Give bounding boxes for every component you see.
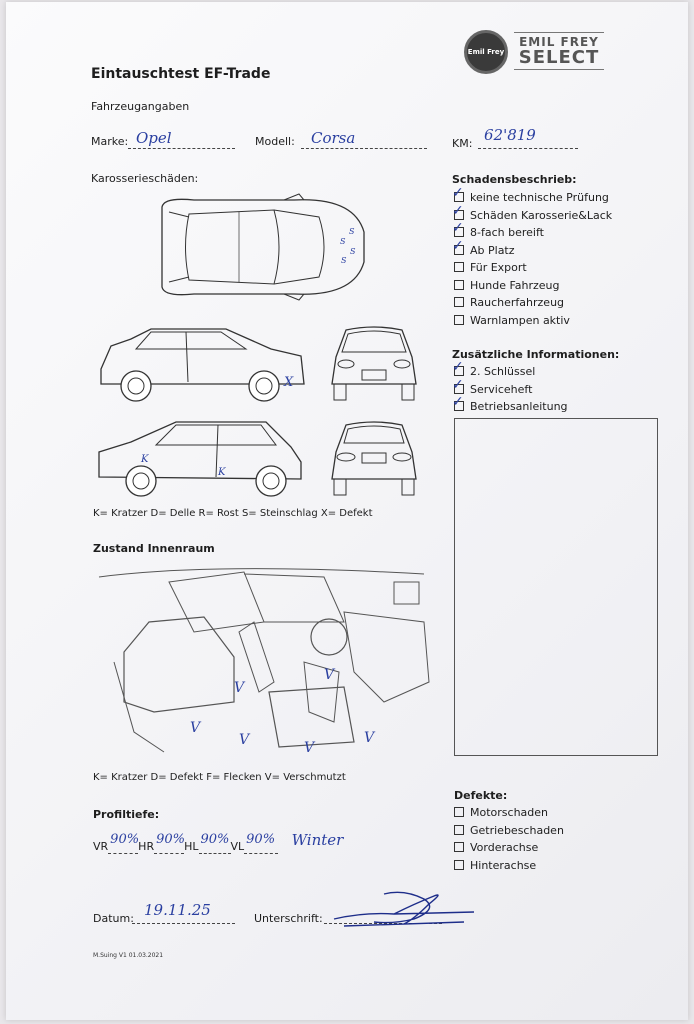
modell-label: Modell: — [255, 135, 295, 148]
checkbox-item[interactable]: Hunde Fahrzeug — [454, 279, 612, 297]
vr-label: VR — [93, 840, 109, 853]
km-field[interactable] — [478, 126, 578, 149]
checkbox-item[interactable]: ✓Betriebsanleitung — [454, 400, 568, 418]
checkbox-item[interactable]: Getriebeschaden — [454, 824, 564, 842]
form-title: Eintauschtest EF-Trade — [91, 66, 271, 82]
body-damage-label: Karosserieschäden: — [91, 172, 199, 185]
defects-label: Defekte: — [454, 789, 508, 802]
date-label: Datum: — [93, 912, 134, 925]
damage-mark: S — [340, 237, 346, 246]
checkbox-item[interactable]: Warnlampen aktiv — [454, 314, 612, 332]
km-label: KM: — [452, 137, 473, 150]
marke-label: Marke: — [91, 135, 129, 148]
car-side-right-diagram[interactable] — [96, 417, 306, 499]
interior-mark: V — [190, 720, 201, 736]
checkbox[interactable] — [454, 315, 464, 325]
emblem-icon: Emil Frey — [464, 30, 508, 74]
checkbox-checked[interactable] — [454, 384, 464, 394]
form-sheet — [6, 2, 688, 1020]
car-side-left-diagram[interactable] — [96, 324, 306, 404]
hl-field[interactable]: 90% — [199, 840, 231, 854]
marke-field[interactable] — [128, 129, 235, 149]
signature-label: Unterschrift: — [254, 912, 323, 925]
tire-note: Winter — [291, 831, 344, 849]
damage-description-list — [454, 191, 612, 331]
checkbox-item[interactable]: Für Export — [454, 261, 612, 279]
damage-description-label: Schadensbeschrieb: — [452, 173, 577, 186]
checkbox[interactable] — [454, 807, 464, 817]
damage-mark: S — [350, 247, 356, 256]
checkbox[interactable] — [454, 825, 464, 835]
body-damage-legend: K= Kratzer D= Delle R= Rost S= Steinschlag X= Defekt — [93, 508, 373, 519]
marke-value: Opel — [136, 129, 172, 147]
damage-mark: K — [218, 467, 226, 478]
damage-mark: K — [141, 454, 149, 465]
damage-mark: S — [349, 227, 355, 236]
tires-label: Profiltiefe: — [93, 808, 160, 821]
hl-label: HL — [184, 840, 199, 853]
hr-label: HR — [138, 840, 155, 853]
defects-list — [454, 806, 564, 876]
checkbox-checked[interactable] — [454, 192, 464, 202]
additional-info-label: Zusätzliche Informationen: — [452, 348, 620, 361]
checkbox-checked[interactable] — [454, 227, 464, 237]
checkbox[interactable] — [454, 297, 464, 307]
checkbox[interactable] — [454, 842, 464, 852]
checkbox-item[interactable]: ✓keine technische Prüfung — [454, 191, 612, 209]
interior-diagram[interactable] — [94, 562, 434, 762]
checkbox-item[interactable]: Motorschaden — [454, 806, 564, 824]
signature-image — [324, 884, 484, 934]
date-field[interactable] — [132, 901, 235, 924]
damage-mark: X — [284, 375, 294, 390]
car-top-view-diagram[interactable] — [154, 192, 369, 302]
modell-field[interactable] — [301, 129, 427, 149]
form-version: M.Suing V1 01.03.2021 — [93, 952, 164, 959]
checkbox-checked[interactable] — [454, 245, 464, 255]
checkbox-item[interactable]: ✓2. Schlüssel — [454, 365, 568, 383]
interior-mark: V — [364, 730, 375, 746]
hr-field[interactable]: 90% — [154, 840, 184, 854]
interior-label: Zustand Innenraum — [93, 542, 215, 555]
checkbox-checked[interactable] — [454, 366, 464, 376]
checkbox-checked[interactable] — [454, 210, 464, 220]
checkbox-item[interactable]: ✓Schäden Karosserie&Lack — [454, 209, 612, 227]
tire-depth-row — [93, 831, 344, 854]
interior-mark: V — [234, 680, 245, 696]
interior-mark: V — [324, 667, 335, 683]
notes-box[interactable] — [454, 418, 658, 756]
checkbox-item[interactable]: ✓Serviceheft — [454, 383, 568, 401]
interior-legend: K= Kratzer D= Defekt F= Flecken V= Verschmutzt — [93, 772, 346, 783]
damage-mark: S — [341, 256, 347, 265]
vehicle-section-label: Fahrzeugangaben — [91, 100, 190, 113]
checkbox-item[interactable]: Vorderachse — [454, 841, 564, 859]
km-value: 62'819 — [484, 126, 536, 144]
checkbox-item[interactable]: ✓8-fach bereift — [454, 226, 612, 244]
car-rear-view-diagram[interactable] — [324, 417, 424, 499]
checkbox-item[interactable]: Hinterachse — [454, 859, 564, 877]
emil-frey-logo — [464, 30, 508, 74]
checkbox-item[interactable]: Raucherfahrzeug — [454, 296, 612, 314]
checkbox-checked[interactable] — [454, 401, 464, 411]
interior-mark: V — [304, 740, 315, 756]
car-front-view-diagram[interactable] — [324, 322, 424, 404]
logo-wordmark: EMIL FREY SELECT — [514, 32, 604, 70]
vr-field[interactable]: 90% — [108, 840, 138, 854]
date-value: 19.11.25 — [144, 901, 211, 919]
checkbox[interactable] — [454, 262, 464, 272]
checkbox[interactable] — [454, 280, 464, 290]
modell-value: Corsa — [311, 129, 356, 147]
vl-label: VL — [230, 840, 245, 853]
checkbox-item[interactable]: ✓Ab Platz — [454, 244, 612, 262]
additional-info-list — [454, 365, 568, 418]
interior-mark: V — [239, 732, 250, 748]
vl-field[interactable]: 90% — [244, 840, 278, 854]
checkbox[interactable] — [454, 860, 464, 870]
